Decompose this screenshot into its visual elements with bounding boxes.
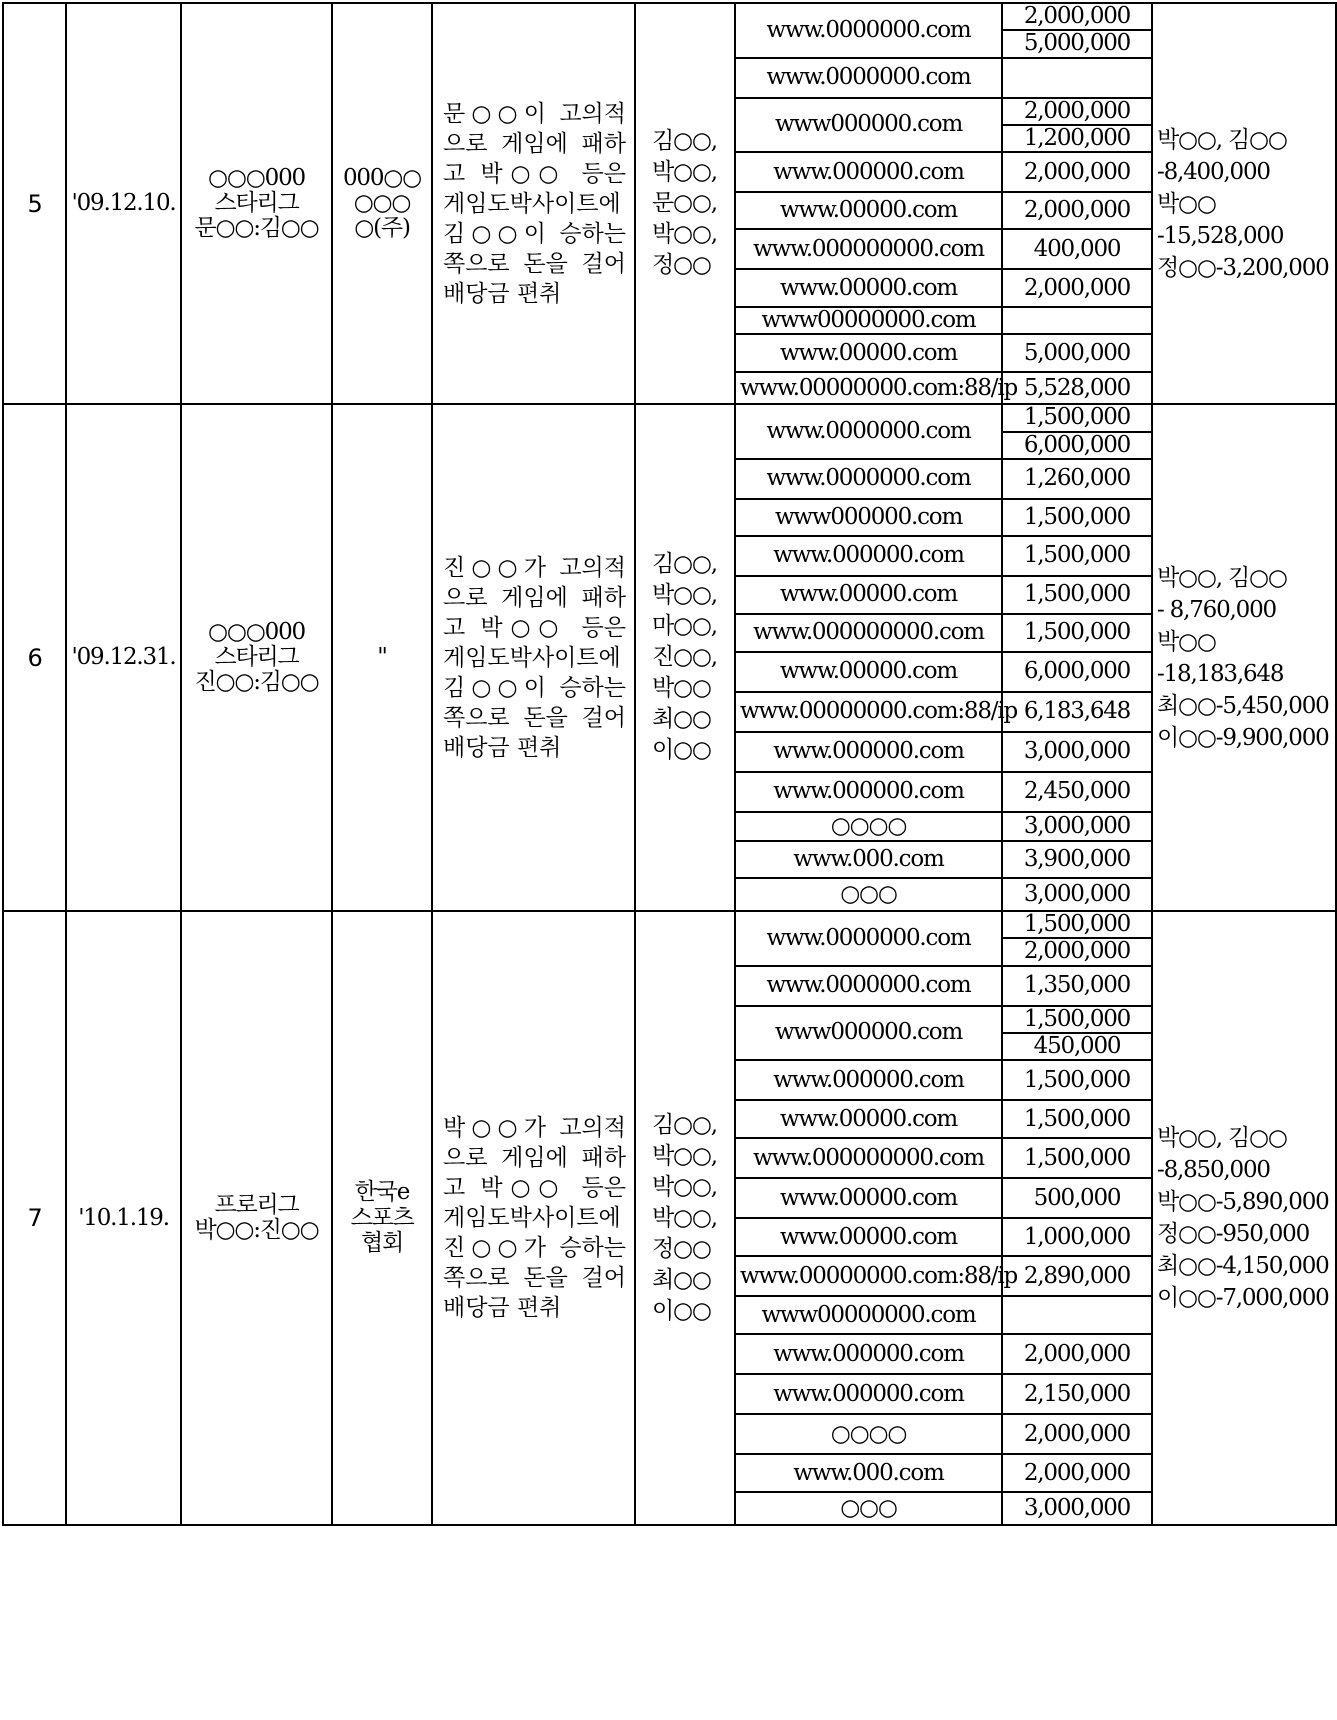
payout-summary-line: 정○○-950,000: [1157, 1221, 1310, 1248]
payout-summary-line: 정○○-3,200,000: [1157, 254, 1329, 281]
bet-amount: 5,528,000: [1002, 372, 1152, 404]
case-description-line: 진○○가 승하는: [443, 1235, 626, 1262]
case-description-line: 으로 게임에 패하: [443, 584, 626, 611]
gambling-site: www.00000.com: [735, 652, 1002, 692]
payout-summary-line: 박○○: [1157, 628, 1216, 655]
match-name-line: 프로리그: [214, 1191, 299, 1218]
gambling-site: www.00000000.com:88/ip: [735, 692, 1002, 732]
gambling-site: www.000000.com: [735, 1060, 1002, 1100]
gambling-site: www.00000.com: [735, 269, 1002, 307]
table-row: [3, 404, 1336, 431]
persons-involved-line: 박○○,: [652, 1173, 717, 1200]
persons-involved-line: 진○○,: [652, 644, 717, 671]
payout-summary-line: 박○○-5,890,000: [1157, 1189, 1329, 1216]
case-description-line: 쪽으로 돈을 걸어: [443, 1265, 626, 1292]
bet-amount: 1,500,000: [1002, 536, 1152, 576]
gambling-site: www000000.com: [735, 1006, 1002, 1061]
payout-summary: [1152, 911, 1336, 1525]
case-description-line: 고 박○○ 등은: [443, 614, 626, 641]
bet-amount: [1002, 1296, 1152, 1334]
gambling-site: www.0000000.com: [735, 404, 1002, 459]
gambling-site: www.000.com: [735, 1454, 1002, 1492]
match-name: [181, 404, 332, 911]
gambling-site: www000000.com: [735, 98, 1002, 153]
bet-amount: 2,000,000: [1002, 938, 1152, 965]
table-row: [3, 911, 1336, 938]
persons-involved-line: 마○○,: [652, 613, 717, 640]
bet-amount: 2,890,000: [1002, 1256, 1152, 1296]
case-description-line: 김○○이 승하는: [443, 220, 626, 247]
persons-involved-line: 박○○,: [652, 1142, 717, 1169]
gambling-site: www.000000.com: [735, 536, 1002, 576]
organizer-line: ○(주): [354, 215, 410, 242]
bet-amount: 1,500,000: [1002, 911, 1152, 938]
gambling-site: www.0000000.com: [735, 911, 1002, 966]
bet-amount: 1,350,000: [1002, 966, 1152, 1006]
persons-involved-line: 최○○: [652, 706, 711, 733]
bet-amount: [1002, 307, 1152, 334]
gambling-site: www.00000.com: [735, 192, 1002, 229]
persons-involved-line: 이○○: [652, 1297, 711, 1324]
case-date: '09.12.31.: [66, 404, 181, 911]
gambling-site: www.00000.com: [735, 576, 1002, 614]
case-description-line: 진○○가 고의적: [443, 554, 626, 581]
gambling-site: www.0000000.com: [735, 3, 1002, 58]
bet-amount: 2,000,000: [1002, 1454, 1152, 1492]
gambling-site: www.000.com: [735, 841, 1002, 878]
gambling-site: www.00000000.com:88/ip: [735, 372, 1002, 404]
organizer-line: ○○○: [353, 190, 411, 217]
bet-amount: 1,500,000: [1002, 1100, 1152, 1138]
case-description-line: 고 박○○ 등은: [443, 1175, 626, 1202]
persons-involved-line: 박○○,: [652, 159, 717, 186]
gambling-site: www.000000.com: [735, 772, 1002, 812]
payout-summary-line: 최○○-4,150,000: [1157, 1253, 1329, 1280]
bet-amount: 3,900,000: [1002, 841, 1152, 878]
bet-amount: 1,500,000: [1002, 404, 1152, 431]
bet-amount: 1,500,000: [1002, 1060, 1152, 1100]
bet-amount: 6,183,648: [1002, 692, 1152, 732]
persons-involved-line: 김○○,: [652, 128, 717, 155]
bet-amount: 3,000,000: [1002, 878, 1152, 911]
bet-amount: 450,000: [1002, 1033, 1152, 1060]
case-description-line: 으로 게임에 패하: [443, 130, 626, 157]
case-description-line: 문○○이 고의적: [443, 100, 626, 127]
gambling-site: www.00000.com: [735, 1218, 1002, 1256]
persons-involved-line: 김○○,: [652, 551, 717, 578]
gambling-site: ○○○○: [735, 812, 1002, 841]
payout-summary-line: 이○○-7,000,000: [1157, 1285, 1329, 1312]
persons-involved: [635, 911, 735, 1525]
organizer: [332, 911, 432, 1525]
persons-involved-line: 최○○: [652, 1266, 711, 1293]
organizer-line: 협회: [360, 1229, 404, 1256]
bet-amount: 1,500,000: [1002, 1138, 1152, 1178]
case-description-line: 김○○이 승하는: [443, 674, 626, 701]
case-description-line: 게임도박사이트에: [443, 644, 621, 671]
persons-involved-line: 박○○,: [652, 1204, 717, 1231]
case-description-line: 배당금 편취: [443, 1295, 562, 1322]
bet-amount: 6,000,000: [1002, 652, 1152, 692]
match-name-line: ○○○000: [208, 618, 305, 645]
payout-summary-line: 박○○: [1157, 190, 1216, 217]
bet-amount: 2,000,000: [1002, 1414, 1152, 1454]
case-description-line: 쪽으로 돈을 걸어: [443, 704, 626, 731]
organizer-line: 스포츠: [350, 1204, 414, 1231]
gambling-site: ○○○: [735, 1492, 1002, 1525]
case-description-line: 배당금 편취: [443, 280, 562, 307]
payout-summary-line: 박○○, 김○○: [1157, 1125, 1287, 1152]
organizer-line: 한국e: [354, 1179, 410, 1206]
case-description-line: 으로 게임에 패하: [443, 1145, 626, 1172]
gambling-site: www.00000.com: [735, 334, 1002, 372]
bet-amount: [1002, 58, 1152, 98]
payout-summary-line: -8,400,000: [1157, 158, 1270, 185]
case-description-line: 배당금 편취: [443, 734, 562, 761]
bet-amount: 2,000,000: [1002, 269, 1152, 307]
persons-involved-line: 이○○: [652, 737, 711, 764]
match-name-line: 진○○:김○○: [194, 669, 319, 696]
bet-amount: 2,000,000: [1002, 192, 1152, 229]
match-name: [181, 911, 332, 1525]
gambling-site: www.0000000.com: [735, 459, 1002, 499]
bet-amount: 1,200,000: [1002, 125, 1152, 152]
payout-summary: [1152, 404, 1336, 911]
persons-involved-line: 박○○,: [652, 582, 717, 609]
payout-summary-line: -15,528,000: [1157, 222, 1284, 249]
case-description-line: 고 박○○ 등은: [443, 160, 626, 187]
gambling-site: www.000000000.com: [735, 229, 1002, 269]
bet-amount: 400,000: [1002, 229, 1152, 269]
gambling-site: www000000.com: [735, 499, 1002, 536]
bet-amount: 1,500,000: [1002, 1006, 1152, 1033]
case-number: 7: [3, 911, 66, 1525]
bet-amount: 5,000,000: [1002, 334, 1152, 372]
match-name-line: 박○○:진○○: [194, 1217, 319, 1244]
bet-amount: 5,000,000: [1002, 30, 1152, 57]
payout-summary-line: -18,183,648: [1157, 660, 1284, 687]
payout-summary: [1152, 3, 1336, 404]
gambling-site: www.0000000.com: [735, 966, 1002, 1006]
organizer: [332, 3, 432, 404]
bet-amount: 1,500,000: [1002, 576, 1152, 614]
persons-involved-line: 정○○: [652, 252, 711, 279]
payout-summary-line: 이○○-9,900,000: [1157, 724, 1329, 751]
bet-amount: 1,500,000: [1002, 499, 1152, 536]
gambling-site: www00000000.com: [735, 307, 1002, 334]
bet-amount: 500,000: [1002, 1178, 1152, 1218]
gambling-site: www.000000000.com: [735, 614, 1002, 652]
gambling-site: www.00000.com: [735, 1100, 1002, 1138]
match-name-line: 스타리그: [214, 190, 299, 217]
match-name-line: ○○○000: [208, 164, 305, 191]
gambling-site: ○○○: [735, 878, 1002, 911]
bet-amount: 2,000,000: [1002, 152, 1152, 192]
gambling-site: www.000000.com: [735, 732, 1002, 772]
persons-involved-line: 박○○: [652, 675, 711, 702]
case-date: '09.12.10.: [66, 3, 181, 404]
case-date: '10.1.19.: [66, 911, 181, 1525]
case-number: 6: [3, 404, 66, 911]
bet-amount: 3,000,000: [1002, 1492, 1152, 1525]
gambling-site: www.0000000.com: [735, 58, 1002, 98]
organizer: [332, 404, 432, 911]
persons-involved-line: 박○○,: [652, 221, 717, 248]
payout-summary-line: 최○○-5,450,000: [1157, 692, 1329, 719]
bet-amount: 1,000,000: [1002, 1218, 1152, 1256]
gambling-site: www.00000000.com:88/ip: [735, 1256, 1002, 1296]
gambling-site: ○○○○: [735, 1414, 1002, 1454]
payout-summary-line: - 8,760,000: [1157, 596, 1276, 623]
persons-involved: [635, 404, 735, 911]
gambling-site: www.000000.com: [735, 1374, 1002, 1414]
bet-amount: 2,000,000: [1002, 3, 1152, 30]
case-description: [432, 404, 635, 911]
case-description-line: 게임도박사이트에: [443, 1205, 621, 1232]
payout-summary-line: 박○○, 김○○: [1157, 126, 1287, 153]
bet-amount: 1,260,000: [1002, 459, 1152, 499]
case-description: [432, 911, 635, 1525]
organizer-line: ": [377, 644, 387, 671]
gambling-site: www.000000.com: [735, 152, 1002, 192]
organizer-line: 000○○: [342, 164, 422, 191]
persons-involved-line: 김○○,: [652, 1111, 717, 1138]
case-number: 5: [3, 3, 66, 404]
gambling-site: www.000000.com: [735, 1334, 1002, 1374]
bet-amount: 6,000,000: [1002, 432, 1152, 459]
gambling-site: www.00000.com: [735, 1178, 1002, 1218]
match-name-line: 스타리그: [214, 644, 299, 671]
bet-amount: 3,000,000: [1002, 812, 1152, 841]
gambling-site: www00000000.com: [735, 1296, 1002, 1334]
bet-amount: 2,450,000: [1002, 772, 1152, 812]
match-name-line: 문○○:김○○: [194, 215, 319, 242]
case-description-line: 박○○가 고의적: [443, 1115, 626, 1142]
persons-involved: [635, 3, 735, 404]
table-row: [3, 3, 1336, 30]
payout-summary-line: 박○○, 김○○: [1157, 564, 1287, 591]
bet-amount: 2,000,000: [1002, 98, 1152, 125]
case-description-line: 게임도박사이트에: [443, 190, 621, 217]
bet-amount: 1,500,000: [1002, 614, 1152, 652]
bet-amount: 2,150,000: [1002, 1374, 1152, 1414]
persons-involved-line: 정○○: [652, 1235, 711, 1262]
case-description-line: 쪽으로 돈을 걸어: [443, 250, 626, 277]
persons-involved-line: 문○○,: [652, 190, 717, 217]
case-description: [432, 3, 635, 404]
payout-summary-line: -8,850,000: [1157, 1157, 1270, 1184]
case-table-page: [2, 2, 1335, 1526]
match-fixing-case-table: [2, 2, 1337, 1526]
bet-amount: 2,000,000: [1002, 1334, 1152, 1374]
match-name: [181, 3, 332, 404]
gambling-site: www.000000000.com: [735, 1138, 1002, 1178]
bet-amount: 3,000,000: [1002, 732, 1152, 772]
